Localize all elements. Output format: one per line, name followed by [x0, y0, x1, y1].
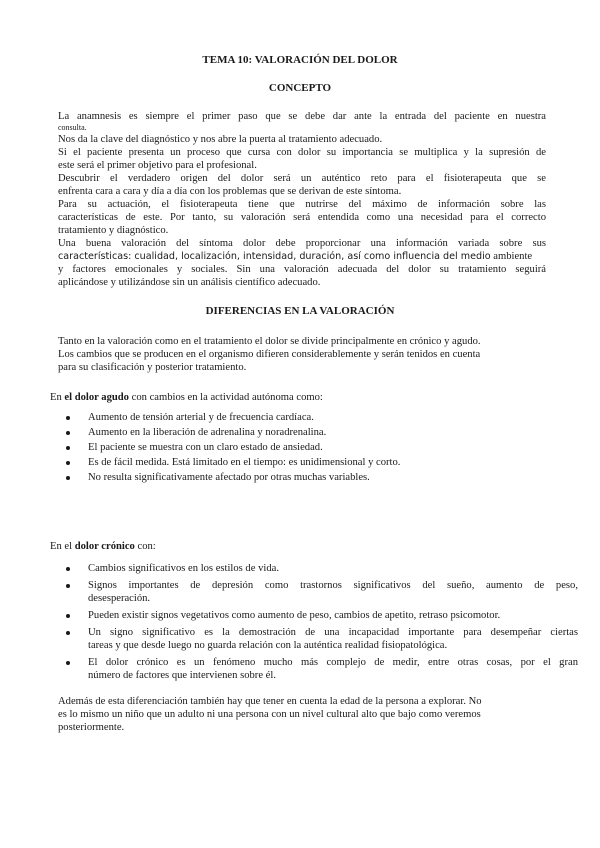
- concepto-line: Nos da la clave del diagnóstico y nos abre la puerta al tratamiento adecuado.: [58, 134, 383, 145]
- section-heading-concepto: CONCEPTO: [268, 82, 332, 94]
- section-heading-diferencias: DIFERENCIAS EN LA VALORACIÓN: [205, 305, 395, 317]
- list-item: No resulta significativamente afectado por otras muchas variables.: [88, 471, 578, 484]
- concepto-line: aplicándose y utilizándose sin un análisis científico adecuado.: [58, 277, 321, 288]
- closing-text: [58, 695, 546, 734]
- list-item: El paciente se muestra con un claro estado de ansiedad.: [88, 441, 578, 454]
- document-title: TEMA 10: VALORACIÓN DEL DOLOR: [202, 54, 398, 66]
- list-item: Signos importantes de depresión como trastornos significativos del sueño, aumento de peso, desesperación.: [88, 580, 578, 604]
- concepto-line: consulta.: [58, 123, 87, 132]
- list-item: Aumento de tensión arterial y de frecuencia cardíaca.: [88, 411, 578, 424]
- diferencias-line: Los cambios que se producen en el organismo difieren considerablemente y serán tenidos en cuenta: [58, 349, 481, 360]
- concepto-line: Una buena valoración del síntoma dolor debe proporcionar una información variada sobre sus: [58, 238, 546, 249]
- concepto-line: este será el primer objetivo para el profesional.: [58, 160, 257, 171]
- closing-line: Además de esta diferenciación también hay que tener en cuenta la edad de la persona a explorar. No: [58, 696, 482, 707]
- concepto-line: características de este. Por tanto, su valoración será entendida como una necesidad para el correcto: [58, 212, 546, 223]
- diferencias-line: Tanto en la valoración como en el tratamiento el dolor se divide principalmente en crónico y agudo.: [58, 336, 481, 347]
- agudo-list: [60, 411, 578, 484]
- list-item: El dolor crónico es un fenómeno mucho más complejo de medir, entre otras cosas, por el gran número de factores que intervienen sobre él.: [88, 657, 578, 681]
- list-item: Cambios significativos en los estilos de vida.: [88, 562, 578, 575]
- concepto-line: enfrenta cara a cara y día a día con los problemas que se derivan de este síntoma.: [58, 186, 402, 197]
- concepto-line: características: cualidad, localización, intensidad, duración, así como influencia del medio ambiente: [58, 251, 533, 262]
- concepto-line: Descubrir el verdadero origen del dolor será un auténtico reto para el fisioterapeuta que se: [58, 173, 546, 184]
- concepto-line: tratamiento y diagnóstico.: [58, 225, 169, 236]
- closing-line: es lo mismo un niño que un adulto ni una persona con un nivel cultural alto que bajo como veremos: [58, 709, 481, 720]
- diferencias-line: para su clasificación y posterior tratamiento.: [58, 362, 247, 373]
- closing-line: posteriormente.: [58, 722, 125, 733]
- cronico-term: dolor crónico: [74, 541, 135, 552]
- concepto-line: Si el paciente presenta un proceso que cursa con dolor su importancia se multiplica y la supresión de: [58, 147, 546, 158]
- concepto-line: La anamnesis es siempre el primer paso que se debe dar ante la entrada del paciente en nuestra: [58, 111, 546, 122]
- list-item: Pueden existir signos vegetativos como aumento de peso, cambios de apetito, retraso psicomotor.: [88, 609, 578, 622]
- cronico-list: [60, 562, 578, 682]
- caracteristicas-list: características: cualidad, localización, intensidad, duración, así como influencia del medio: [58, 251, 491, 262]
- concepto-text: [58, 110, 546, 289]
- agudo-term: el dolor agudo: [64, 392, 129, 403]
- agudo-intro: En el dolor agudo con cambios en la actividad autónoma como:: [50, 392, 323, 403]
- concepto-line: y factores emocionales y sociales. Sin una valoración adecuada del dolor su tratamiento seguirá: [58, 264, 546, 275]
- cronico-intro: En el dolor crónico con:: [50, 541, 156, 552]
- list-item: Es de fácil medida. Está limitado en el tiempo: es unidimensional y corto.: [88, 456, 578, 469]
- concepto-line: Para su actuación, el fisioterapeuta tiene que nutrirse del máximo de información sobre las: [58, 199, 546, 210]
- list-item: Un signo significativo es la demostración de una incapacidad importante para desempeñar ciertas tareas y que desde luego no guarda relación con la auténtica realidad fisiopatológica.: [88, 627, 578, 651]
- list-item: Aumento en la liberación de adrenalina y noradrenalina.: [88, 426, 578, 439]
- diferencias-text: [58, 335, 546, 374]
